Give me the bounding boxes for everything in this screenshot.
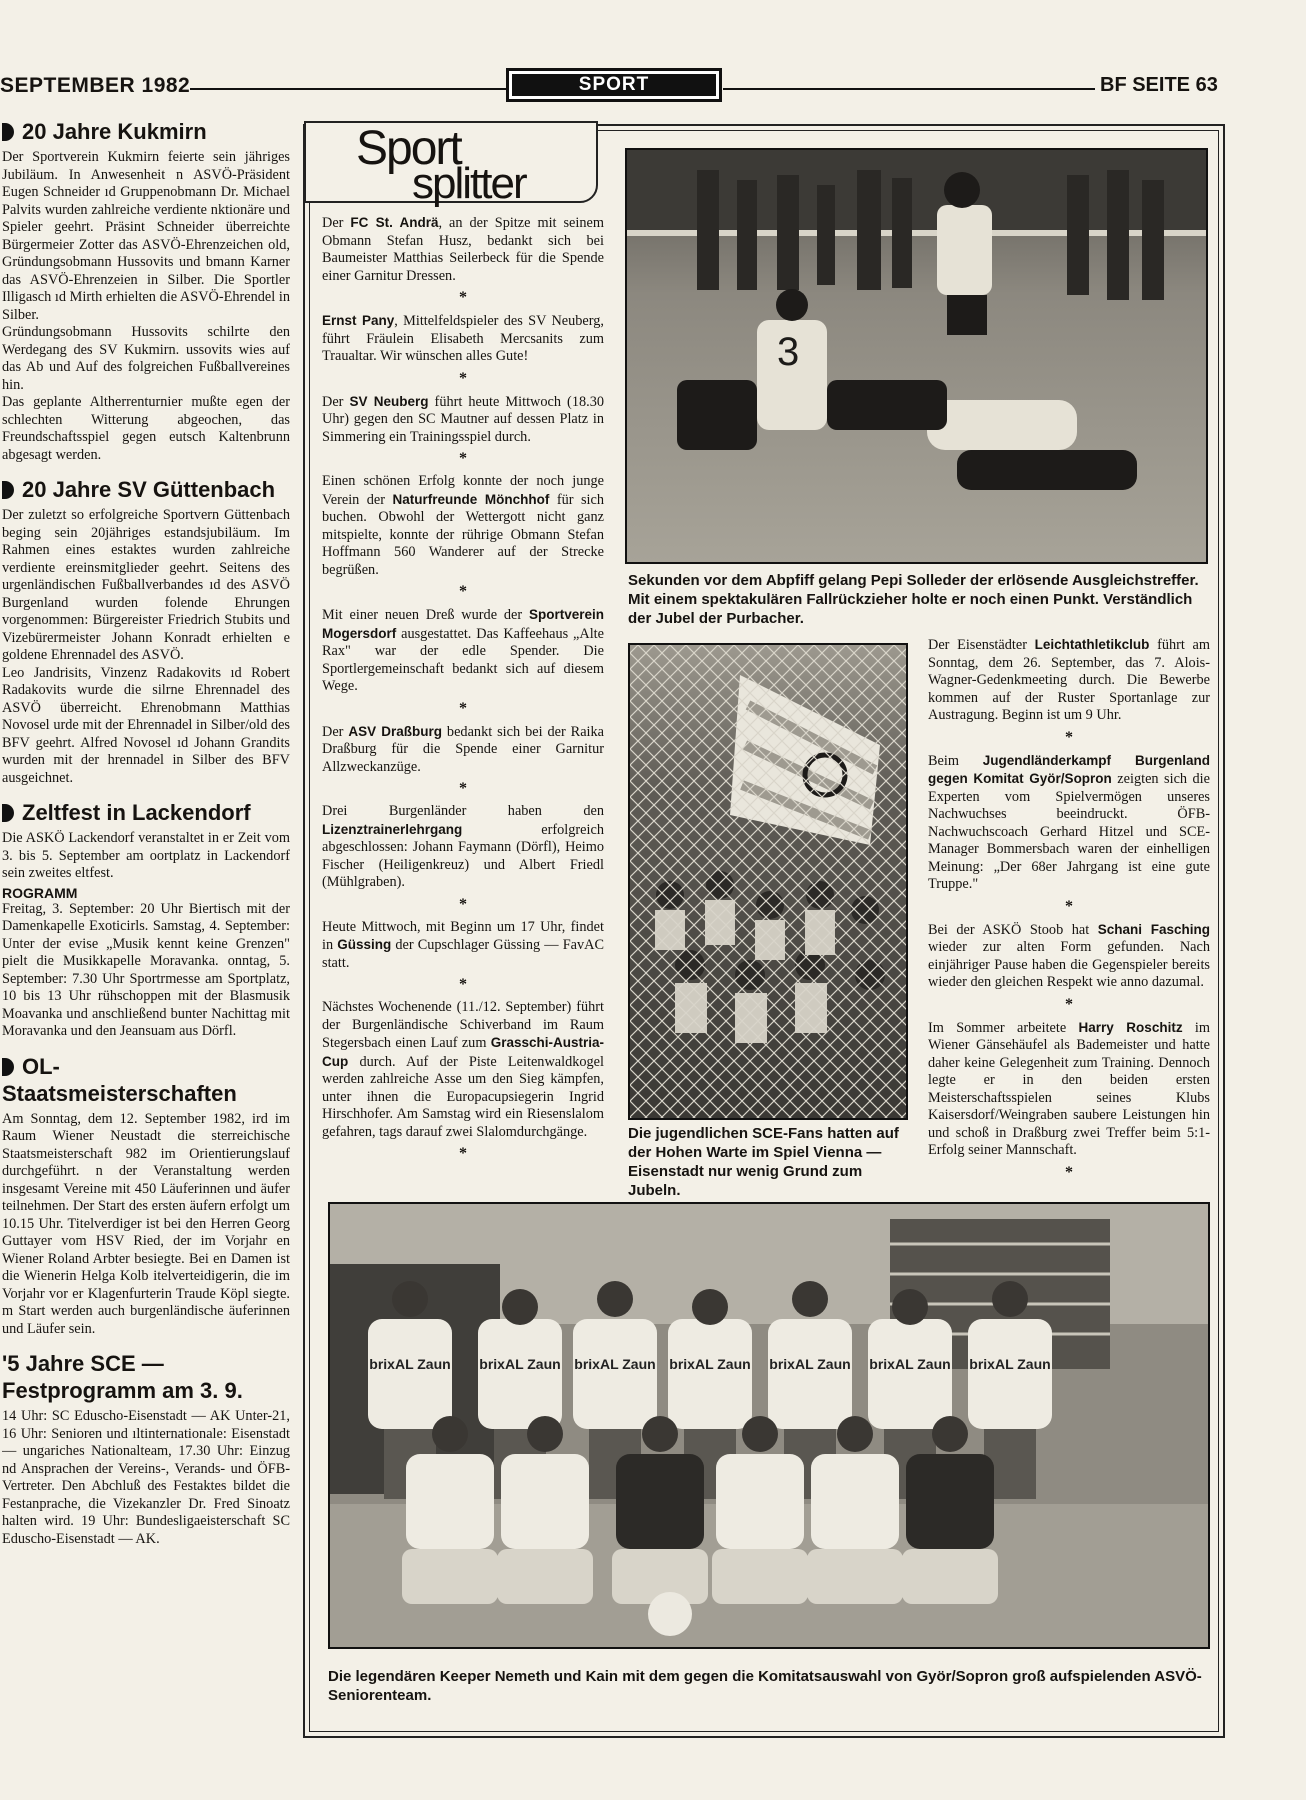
shirt-sponsor: brixAL Zaun xyxy=(479,1356,561,1372)
article-heading-ol: OL-Staatsmeisterschaften xyxy=(2,1053,237,1106)
photo-football-scrum xyxy=(625,148,1208,564)
splitter-name: Lizenztrainerlehrgang xyxy=(322,821,463,837)
jersey-number: 3 xyxy=(777,330,800,374)
separator-star: * xyxy=(1065,897,1073,915)
article-body-sce: 14 Uhr: SC Eduscho-Eisenstadt — AK Unter-21, 16 Uhr: Senioren und ıltinternationale: Eisenstadt — ungariches Nationalteam, 17.30 Uhr: Einzug nd Ansprachen der Vereins-, Verands- und ÖFB-Vertreter. Den Abchluß des Festaktes bildet die Festanprache, die Vizekanzler Dr. Fred Sinoatz halten wird. 19 Uhr: Bundesligaeisterschaft SC Eduscho-Eisenstadt — AK. xyxy=(2,1408,290,1547)
splitter-name: ASV Draßburg xyxy=(348,723,442,739)
splitter-name: Ernst Pany xyxy=(322,313,395,328)
header-rule-left xyxy=(190,88,506,90)
bullet-icon xyxy=(2,123,14,141)
bullet-icon xyxy=(2,1058,14,1076)
logo-line-2: splitter xyxy=(412,159,526,208)
header-rule-right xyxy=(723,88,1095,90)
football xyxy=(648,1592,692,1636)
program-heading: ROGRAMM xyxy=(2,884,78,901)
separator-star: * xyxy=(459,583,467,600)
sportsplitter-logo xyxy=(304,121,598,208)
shirt-sponsor: brixAL Zaun xyxy=(574,1356,656,1372)
photo-sce-fans xyxy=(628,643,908,1120)
section-banner xyxy=(506,68,722,102)
right-splitter-item: Der Eisenstädter Leichtathletikclub führt am Sonntag, dem 26. September, das 7. Alois-Wagner-Gedenkmeeting durch. Die Bewerbe kommen auf der Ruster Sportanlage zur Austragung. Beginn ist um 9 Uhr. xyxy=(928,637,1210,723)
splitter-name: SV Neuberg xyxy=(349,393,429,409)
splitter-name: Sportverein Mogersdorf xyxy=(322,607,604,641)
separator-star: * xyxy=(459,780,467,797)
article-body-guettenbach: Der zuletzt so erfolgreiche Sportvern Güttenbach beging sein 20jähriges estandsjubiläum. Im Rahmen eines estaktes wurden zahlreiche verdiente ereinsmitglieder geehrt. Seitens des urgenländischen Fußballverbandes ıd des ASVÖ Burgenland wurden folende Ehrungen vorgenommen: Bürgereister Friedrich Stubits und Vizebürermeister Johann Konradt erhielten e goldene Ehrennadel des ASVÖ. Leo Jandrisits, Vinzenz Radakovits ıd Robert Radakovits wurde die silrne Ehrennadel des ASVÖ überreicht. Ehrenobmann Matthias Novosel urde mit der Ehrennadel in Silber/old des BFV geehrt. Alfred Novosel ıd Johann Grandits wurden mit der hrennadel in Silber des BFV ausgeichnet. xyxy=(2,507,290,786)
shirt-sponsor: brixAL Zaun xyxy=(869,1356,951,1372)
right-splitter-item: Im Sommer arbeitete Harry Roschitz im Wiener Gänsehäufel als Bademeister und hatte daher keine Gelegenheit zum Training. Dennoch legte er in den beiden ersten Meisterschaftsspielen seines Klubs Kaisersdorf/Weingraben saubere Leistungen hin und schoß in Draßburg zwei Treffer beim 5:1-Erfolg seiner Mannschaft. xyxy=(928,1019,1210,1158)
middle-splitter-item: Mit einer neuen Dreß wurde der Sportverein Mogersdorf ausgestattet. Das Kaffeehaus „Alte Rax" war der edle Spender. Die Sportlergemeinschaft bedankt sich auf diesem Wege. xyxy=(322,607,604,694)
splitter-name: FC St. Andrä xyxy=(350,215,439,230)
shirt-sponsor: brixAL Zaun xyxy=(969,1356,1051,1372)
separator-star: * xyxy=(1065,728,1073,746)
splitter-name: Harry Roschitz xyxy=(1078,1019,1183,1035)
separator-star: * xyxy=(459,699,467,717)
splitter-name: Güssing xyxy=(337,937,392,952)
bullet-icon xyxy=(2,481,14,499)
page-number: BF SEITE 63 xyxy=(1100,74,1218,96)
right-column xyxy=(928,636,1210,1192)
separator-star: * xyxy=(459,976,467,993)
photo-sce-fans-image xyxy=(630,645,906,1118)
separator-star: * xyxy=(459,369,467,387)
middle-splitter-item: Ernst Pany, Mittelfeldspieler des SV Neuberg, führt Fräulein Elisabeth Mercsanits zum Traualtar. Wir wünschen alles Gute! xyxy=(322,313,604,364)
photo-football-scrum-image xyxy=(627,150,1206,562)
header-date: SEPTEMBER 1982 xyxy=(0,74,191,97)
article-heading-sce: '5 Jahre SCE — Festprogramm am 3. 9. xyxy=(2,1351,243,1403)
bullet-icon xyxy=(2,804,14,822)
middle-splitter-item: Einen schönen Erfolg konnte der noch junge Verein der Naturfreunde Mönchhof für sich buchen. Obwohl der Wettergott nicht ganz mitspielte, konnte der rührige Obmann Stefan Hoffmann 560 Wanderer auf der Strecke begrüßen. xyxy=(322,473,604,578)
right-splitter-item: Bei der ASKÖ Stoob hat Schani Fasching wieder zur alten Form gefunden. Nach einjähriger Pause haben die Gegenspieler bereits wieder den gleichen Respekt wie anno dazumal. xyxy=(928,921,1210,990)
splitter-name: Schani Fasching xyxy=(1097,921,1210,937)
section-label: SPORT xyxy=(512,74,716,96)
splitter-name: Jugendländerkampf Burgenland gegen Komitat Györ/Sopron xyxy=(928,752,1210,786)
separator-star: * xyxy=(1065,1163,1073,1181)
photo-team-image xyxy=(330,1204,1208,1647)
splitter-name: Grasschi-Austria-Cup xyxy=(322,1035,604,1069)
separator-star: * xyxy=(459,895,467,913)
separator-star: * xyxy=(1065,995,1073,1013)
article-heading-guettenbach: 20 Jahre SV Güttenbach xyxy=(2,476,290,503)
middle-splitter-item: Drei Burgenländer haben den Lizenztrainerlehrgang erfolgreich abgeschlossen: Johann Faymann (Dörfl), Heimo Fischer (Heiligenkreuz) und Albert Friedl (Mühlgraben). xyxy=(322,803,604,890)
logo-line-1: Sport xyxy=(356,122,461,175)
splitter-name: Naturfreunde Mönchhof xyxy=(392,491,550,507)
left-column xyxy=(2,118,290,1778)
program-body: Freitag, 3. September: 20 Uhr Biertisch mit der Damenkapelle Exoticirls. Samstag, 4. September: Unter der evise „Musik kennt keine Grenzen" pielt die Musikkapelle Moravanka. onntag, 5. September: 7.30 Uhr Sportrmesse am Sportplatz, 10 bis 13 Uhr rühschoppen mit der Blasmusik Moavanka und anschließend bunter Nachittag mit Moravanka und den Jeansuam aus Dörfl. xyxy=(2,900,290,1039)
article-body-lackendorf: Die ASKÖ Lackendorf veranstaltet in er Zeit vom 3. bis 5. September am oortplatz in Lackendorf sein zweites eltfest. xyxy=(2,830,290,881)
middle-splitter-item: Heute Mittwoch, mit Beginn um 17 Uhr, findet in Güssing der Cupschlager Güssing — FavAC statt. xyxy=(322,918,604,971)
shirt-sponsor: brixAL Zaun xyxy=(769,1356,851,1372)
middle-splitter-item: Der FC St. Andrä, an der Spitze mit seinem Obmann Stefan Husz, bedankt sich bei Baumeister Matthias Seilerbeck für die Spende einer Garnitur Dressen. xyxy=(322,215,604,284)
middle-splitter-item: Der ASV Draßburg bedankt sich bei der Raika Draßburg für die Spende einer Garnitur Allzweckanzüge. xyxy=(322,723,604,775)
middle-splitter-item: Der SV Neuberg führt heute Mittwoch (18.30 Uhr) gegen den SC Mautner auf dessen Platz in Simmering ein Trainingsspiel durch. xyxy=(322,393,604,445)
shirt-sponsor: brixAL Zaun xyxy=(369,1356,451,1372)
separator-star: * xyxy=(459,289,467,306)
right-splitter-item: Beim Jugendländerkampf Burgenland gegen Komitat Györ/Sopron zeigten sich die Experten vom Spielvermögen unseres Nachwuchses beeindruckt. ÖFB-Nachwuchscoach Gerhard Hitzel und SCE-Manager Bommersbach waren der einhelligen Meinung: „Der 68er Jahrgang ist eine gute Truppe." xyxy=(928,752,1210,892)
photo-caption-2: Die jugendlichen SCE-Fans hatten auf der Hohen Warte im Spiel Vienna — Eisenstadt nur wenig Grund zum Jubeln. xyxy=(628,1125,899,1199)
article-body-ol: Am Sonntag, dem 12. September 1982, ird im Raum Wiener Neustadt die sterreichische Staatsmeisterschaft 982 im Orientierungslauf durchgeführt. n der Veranstaltung werden insgesamt Vereine mit 450 Läuferinnen und äufer teilnehmen. Der Start des ersten äufern erfolgt um 10.15 Uhr. Titelverdiger ist bei den Herren Georg Guttayer vom HSV Ried, der im Vorjahr en Wiener Roland Arbter besiegte. Bei en Damen ist die Wienerin Helga Kolb itelverteidigerin, die im Vorjahr vor er Klagenfurterin Traude Köpl siegte. m Start werden auch burgenländische äuferinnen und Läufer sein. xyxy=(2,1110,290,1337)
separator-star: * xyxy=(459,1145,467,1162)
splitter-name: Leichtathletikclub xyxy=(1034,637,1150,652)
article-heading-lackendorf: Zeltfest in Lackendorf xyxy=(2,799,290,826)
article-body-kukmirn: Der Sportverein Kukmirn feierte sein jähriges Jubiläum. In Anwesenheit n ASVÖ-Präsident Eugen Schneider ıd Gruppenobmann Dr. Michael Palvits wurden zahlreiche verdiente nktionäre und Spieler geehrt. Präsint Schneider überreichte Bürgermeier Zotter das ASVÖ-Ehrenzeichen old, Gründungsobmann Hussovits und bmann Karner das ASVÖ-Ehrenzeien in Silber. Die Sportler Illigasch ıd Mirth erhielten die ASVÖ-Ehrendel in Silber. Gründungsobmann Hussovits schilrte den Werdegang des SV Kukmirn. ussovits wies auf das Ab und Auf des folgreichen Fußballvereines hin. Das geplante Altherrenturnier mußte egen der schlechten Witterung abgeochen, das Freundschaftsspiel gegen eutsch Kaltenbrunn abgesagt werden. xyxy=(2,149,290,463)
separator-star: * xyxy=(459,450,467,467)
photo-asvo-seniorenteam xyxy=(328,1202,1210,1649)
middle-column xyxy=(322,214,604,1194)
shirt-sponsor: brixAL Zaun xyxy=(669,1356,751,1372)
photo-caption-1: Sekunden vor dem Abpfiff gelang Pepi Solleder der erlösende Ausgleichstreffer. Mit einem spektakulären Fallrückzieher holte er noch einen Punkt. Verständlich der Jubel der Purbacher. xyxy=(628,572,1199,627)
photo-caption-3: Die legendären Keeper Nemeth und Kain mit dem gegen die Komitatsauswahl von Györ/Sopron groß aufspielenden ASVÖ-Seniorenteam. xyxy=(328,1668,1202,1704)
middle-splitter-item: Nächstes Wochenende (11./12. September) führt der Burgenländische Schiverband im Raum Stegersbach einen Lauf zum Grasschi-Austria-Cup durch. Auf der Piste Leitenwaldkogel werden zahlreiche Asse um den Sieg kämpfen, unter ihnen die Europacupsiegerin Ingrid Hirschhofer. Am Samstag wird ein Riesenslalom gefahren, tags darauf zwei Slalomdurchgänge. xyxy=(322,999,604,1140)
article-heading-kukmirn: 20 Jahre Kukmirn xyxy=(2,118,290,145)
